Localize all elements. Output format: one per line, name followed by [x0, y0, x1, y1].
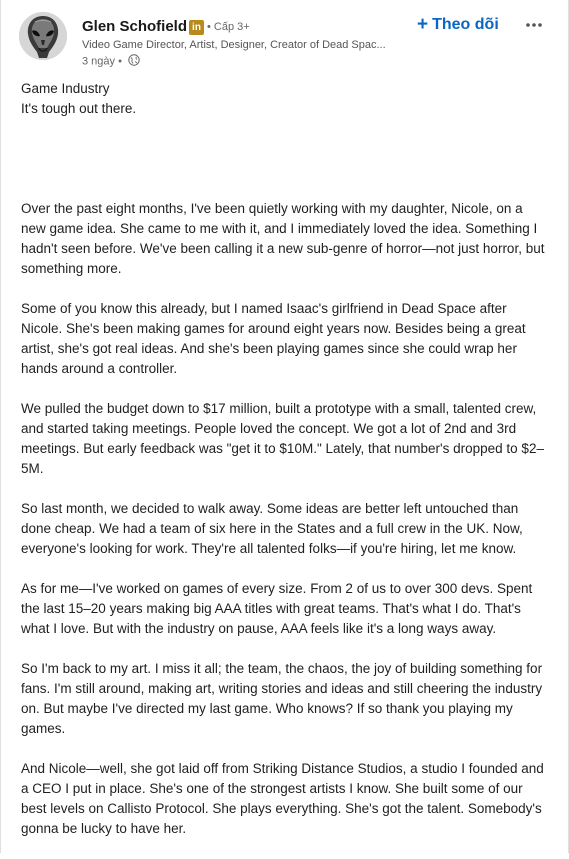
- more-horizontal-icon: [523, 14, 545, 36]
- post-meta: [82, 54, 140, 69]
- connection-degree: • Cấp 3+: [207, 21, 250, 33]
- post-body: [21, 79, 546, 859]
- post-paragraph: So I'm back to my art. I miss it all; the team, the chaos, the joy of building something for fans. I'm still around, making art, writing stories and ideas and still cheering the industry on. But maybe I've directed my last game. Who knows? If so thank you playing my games.: [21, 661, 543, 736]
- post-paragraph: Some of you know this already, but I named Isaac's girlfriend in Dead Space after Nicole. She's been making games for around eight years now. Besides being a great artist, she's got real ideas. And she's been playing games since she could wrap her hands around a controller.: [21, 301, 526, 376]
- author-headline: Video Game Director, Artist, Designer, Creator of Dead Spac...: [82, 39, 386, 51]
- post-paragraph: We pulled the budget down to $17 million, built a prototype with a small, talented crew, and started taking meetings. People loved the concept. We got a lot of 2nd and 3rd meetings. But early feedback was "get it to $10M." Lately, that number's dropped to $2–5M.: [21, 401, 544, 476]
- post-paragraph: So last month, we decided to walk away. Some ideas are better left untouched than done cheap. We had a team of six here in the States and a full crew in the UK. Now, everyone's looking for work. They're all talented folks—if you're hiring, let me know.: [21, 501, 523, 556]
- post-subheading: It's tough out there.: [21, 101, 137, 116]
- blank-space: [21, 119, 546, 199]
- post-paragraph: As for me—I've worked on games of every size. From 2 of us to over 300 devs. Spent the last 15–20 years making big AAA titles with great teams. That's what I do. That's what I love. But with the industry on pause, AAA feels like it's a long ways away.: [21, 581, 533, 636]
- follow-button[interactable]: [417, 14, 499, 38]
- alien-avatar-icon: [19, 12, 67, 60]
- post-paragraph: And Nicole—well, she got laid off from Striking Distance Studios, a studio I founded and a CEO I put in place. She's one of the strongest artists I know. She built some of our best levels on Callisto Protocol. She plays everything. She's got the talent. Somebody's gonna be lucky to have her.: [21, 761, 544, 836]
- more-options-button[interactable]: [523, 14, 545, 36]
- post-time: 3 ngày •: [82, 55, 122, 68]
- post-heading: Game Industry: [21, 81, 110, 96]
- linkedin-premium-badge-icon: in: [189, 20, 204, 35]
- plus-icon: +: [417, 14, 429, 35]
- post-paragraph: Over the past eight months, I've been quietly working with my daughter, Nicole, on a new game idea. She came to me with it, and I immediately loved the idea. Something I hadn't seen before. We've been calling it a new sub-genre of horror—not just horror, but something more.: [21, 201, 545, 276]
- globe-icon: [128, 54, 140, 69]
- follow-label: Theo dõi: [432, 16, 499, 33]
- author-name[interactable]: Glen Schofield: [82, 18, 188, 35]
- author-avatar[interactable]: [19, 12, 67, 60]
